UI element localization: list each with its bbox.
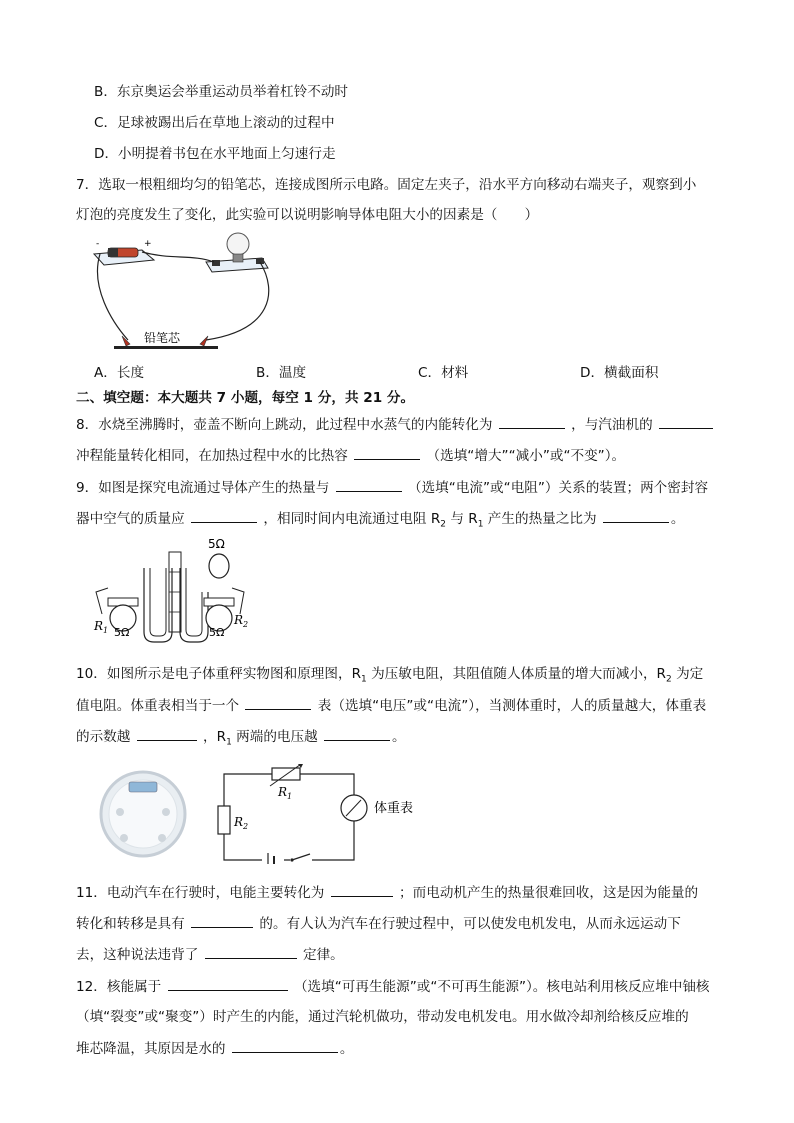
q12-line2: （填“裂变”或“聚变”）时产生的内能，通过汽轮机做功，带动发电机发电。用水做冷却剂给核反应堆的 (76, 1009, 689, 1025)
q7-stem-line1: 7．选取一根粗细均匀的铅笔芯，连接成图所示电路。固定左夹子，沿水平方向移动右端夹子，观察到小 (76, 177, 697, 193)
right-u-tube-inner (186, 568, 202, 636)
q11-text-3a: 去，这种说法违背了 (76, 947, 199, 963)
q9-blank-2[interactable] (191, 508, 257, 523)
scale-sensor (120, 834, 128, 842)
q10-sub-2: 2 (666, 674, 672, 685)
q11-text-3b: 定律。 (303, 947, 344, 963)
r1-label: $R_1$ (278, 785, 293, 801)
q10-line1 (76, 664, 703, 684)
pencil-lead-bar (114, 346, 218, 349)
q8-line1 (76, 414, 715, 435)
wire-right (206, 262, 269, 340)
circuit-loop (224, 774, 354, 860)
q9-line1 (76, 477, 708, 498)
q10-blank-1[interactable] (245, 695, 311, 710)
r1-resistor (272, 768, 300, 780)
q11-blank-3[interactable] (205, 944, 297, 959)
scale-circuit-diagram (210, 764, 430, 864)
switch-gap (290, 852, 312, 864)
q10-line2 (76, 695, 706, 716)
r2-resistor (218, 806, 230, 834)
q8-blank-2[interactable] (659, 414, 713, 429)
left-u-tube (144, 568, 172, 642)
q11-blank-1[interactable] (331, 882, 393, 897)
r1-label: $R_1$ (94, 619, 109, 635)
q11-text-2b: 的。有人认为汽车在行驶过程中，可以使发电机发电，从而永远运动下 (259, 916, 681, 932)
left-lead-wire (96, 588, 108, 614)
left-u-tube-inner (150, 568, 166, 636)
q12-text-1a: 12．核能属于 (76, 979, 162, 995)
q9-text-1a: 9．如图是探究电流通过导体产生的热量与 (76, 480, 330, 496)
left-resistor-value: 5Ω (114, 626, 130, 639)
battery-plus-label: + (144, 239, 152, 249)
q12-text-3b: 。 (339, 1041, 354, 1057)
wire-left (97, 254, 128, 340)
q10-sub-1b: 1 (226, 737, 232, 748)
q10-text-2a: 值电阻。体重表相当于一个 (76, 698, 240, 714)
q8-text-2a: 冲程能量转化相同，在加热过程中水的比热容 (76, 448, 348, 464)
q9-text-2b: ，相同时间内电流通过电阻 R (263, 511, 441, 527)
q8-text-2b: （选填“增大”“减小”或“不变”）。 (426, 448, 626, 464)
bulb-socket (233, 254, 243, 262)
q9-text-2d: 产生的热量之比为 (487, 511, 597, 527)
q10-text-1b: 为压敏电阻，其阻值随人体质量的增大而减小，R (371, 666, 667, 682)
q10-text-3c: 两端的电压越 (236, 729, 318, 745)
q10-text-3a: 的示数越 (76, 729, 131, 745)
meter-label: 体重表 (374, 801, 414, 816)
q12-blank-3[interactable] (232, 1038, 338, 1053)
q12-line3 (76, 1038, 353, 1059)
q6-option-b: B．东京奥运会举重运动员举着杠铃不动时 (94, 84, 349, 100)
q12-text-1b: （选填“可再生能源”或“不可再生能源”）。核电站利用核反应堆中铀核 (293, 979, 710, 995)
q10-text-3b: ，R (203, 729, 227, 745)
q11-text-2a: 转化和转移是具有 (76, 916, 185, 932)
q7-option-d: D．横截面积 (580, 365, 659, 381)
q10-blank-2[interactable] (137, 726, 197, 741)
q12-text-3a: 堆芯降温，其原因是水的 (76, 1041, 226, 1057)
q8-line2 (76, 445, 625, 466)
q6-option-d: D．小明提着书包在水平地面上匀速行走 (94, 146, 336, 162)
q10-sub-1: 1 (361, 674, 367, 685)
q9-blank-3[interactable] (603, 508, 669, 523)
q11-line1 (76, 882, 698, 903)
q10-line3 (76, 726, 406, 747)
q10-text-1c: 为定 (676, 666, 704, 682)
q11-line3 (76, 944, 344, 965)
q12-blank-1[interactable] (168, 976, 288, 991)
q7-option-b: B．温度 (256, 365, 307, 381)
q8-text-1b: ，与汽油机的 (571, 417, 653, 433)
q12-line1 (76, 976, 710, 997)
q9-sub-2: 2 (440, 519, 447, 530)
battery-end (108, 248, 118, 257)
battery-minus-label: - (96, 239, 100, 249)
q11-blank-2[interactable] (191, 913, 253, 928)
q10-text-2b: 表（选填“电压”或“电流”），当测体重时，人的质量越大，体重表 (317, 698, 707, 714)
light-bulb-icon (227, 233, 249, 255)
pencil-lead-circuit-figure (82, 232, 282, 358)
top-resistor-label: 5Ω (208, 537, 225, 551)
q10-text-1a: 10．如图所示是电子体重秤实物图和原理图，R (76, 666, 362, 682)
terminal-left (212, 260, 220, 266)
bathroom-scale-photo (98, 768, 188, 860)
q8-text-1a: 8．水烧至沸腾时，壶盖不断向上跳动，此过程中水蒸气的内能转化为 (76, 417, 493, 433)
top-resistor-coil (209, 554, 229, 578)
q9-sub-1: 1 (477, 519, 484, 530)
joule-heating-apparatus-figure (92, 532, 252, 648)
q10-text-3d: 。 (392, 729, 406, 745)
q7-stem-line2: 灯泡的亮度发生了变化，此实验可以说明影响导体电阻大小的因素是（ ） (76, 207, 539, 223)
q8-blank-1[interactable] (499, 414, 565, 429)
q11-text-1b: ；而电动机产生的热量很难回收，这是因为能量的 (399, 885, 699, 901)
q7-option-a: A．长度 (94, 365, 145, 381)
right-resistor-value: 5Ω (209, 626, 225, 639)
q10-blank-3[interactable] (324, 726, 390, 741)
q11-text-1a: 11．电动汽车在行驶时，电能主要转化为 (76, 885, 325, 901)
q9-text-2a: 器中空气的质量应 (76, 511, 185, 527)
r2-label: $R_2$ (234, 613, 249, 629)
q7-option-c: C．材料 (418, 365, 469, 381)
q11-line2 (76, 913, 681, 934)
scale-sensor (162, 808, 170, 816)
q6-option-c: C．足球被踢出后在草地上滚动的过程中 (94, 115, 335, 131)
r2-label: $R_2$ (234, 815, 249, 831)
q9-text-2c: 与 R (450, 511, 478, 527)
q9-text-2e: 。 (670, 511, 685, 527)
section2-heading: 二、填空题：本大题共 7 小题，每空 1 分，共 21 分。 (76, 390, 415, 406)
q9-line2 (76, 508, 684, 529)
scale-sensor (158, 834, 166, 842)
scale-sensor (116, 808, 124, 816)
q9-blank-1[interactable] (336, 477, 402, 492)
scale-display-icon (129, 782, 157, 792)
q8-blank-3[interactable] (354, 445, 420, 460)
pencil-lead-label: 铅笔芯 (144, 331, 181, 345)
right-clip-icon (200, 336, 208, 346)
q9-text-1b: （选填“电流”或“电阻”）关系的装置；两个密封容 (408, 480, 709, 496)
